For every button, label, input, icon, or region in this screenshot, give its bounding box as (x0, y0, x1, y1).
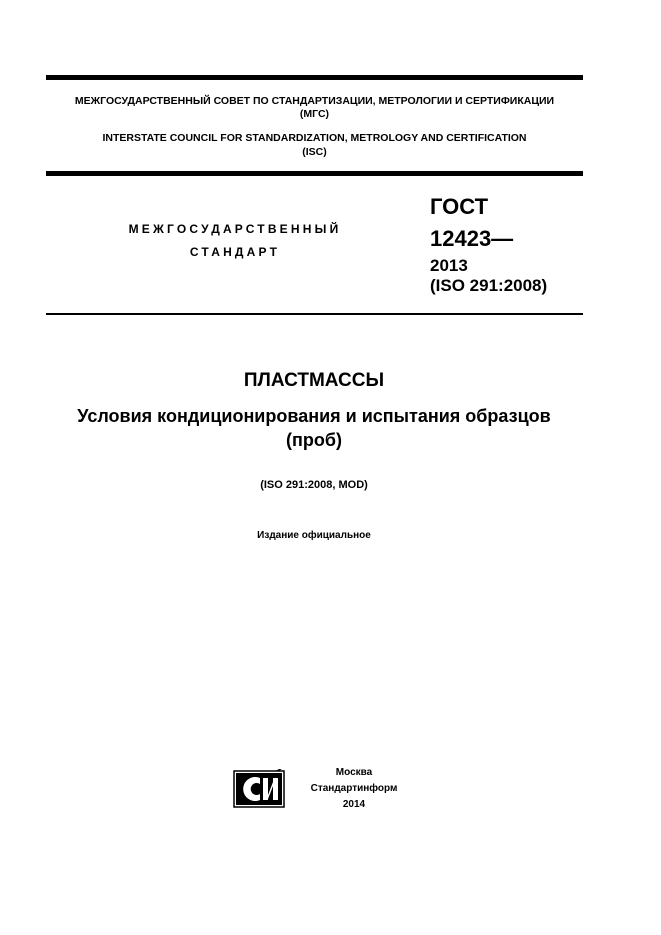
gost-number: 12423— (430, 226, 514, 251)
top-rule (46, 75, 583, 80)
document-subtitle-line2: (проб) (286, 430, 342, 450)
gost-label: ГОСТ (430, 194, 489, 219)
publisher-city: Москва (335, 767, 373, 778)
document-subtitle-line1: Условия кондиционирования и испытания образцов (77, 406, 551, 426)
council-abbr-en: (ISC) (302, 146, 327, 158)
standard-type-line1: МЕЖГОСУДАРСТВЕННЫЙ (128, 222, 342, 236)
council-abbr-ru: (МГС) (299, 108, 330, 120)
standartinform-logo-icon (233, 769, 285, 809)
iso-mod-reference: (ISO 291:2008, MOD) (260, 479, 368, 491)
council-name-en: INTERSTATE COUNCIL FOR STANDARDIZATION, METROLOGY AND CERTIFICATION (102, 132, 527, 144)
gost-year: 2013 (430, 256, 468, 275)
publisher-name: Стандартинформ (310, 783, 398, 794)
header-bottom-rule (46, 171, 583, 176)
document-title: ПЛАСТМАССЫ (243, 370, 385, 391)
gost-iso-reference: (ISO 291:2008) (430, 276, 548, 295)
publication-year: 2014 (342, 799, 366, 810)
edition-note: Издание официальное (257, 530, 371, 541)
designation-rule (46, 313, 583, 315)
standard-type-line2: СТАНДАРТ (189, 245, 281, 259)
council-name-ru: МЕЖГОСУДАРСТВЕННЫЙ СОВЕТ ПО СТАНДАРТИЗАЦИИ, МЕТРОЛОГИИ И СЕРТИФИКАЦИИ (74, 95, 555, 107)
